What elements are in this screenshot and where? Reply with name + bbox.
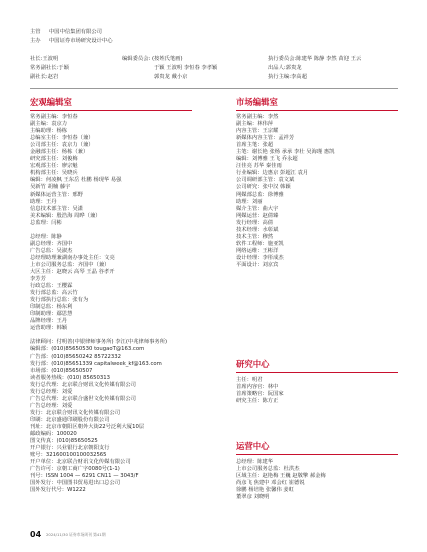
ops-staff-list [236,459,326,501]
masthead-divider [30,88,398,89]
staff-line: 副主编：林伟萍 [236,121,274,128]
staff-line: 上市公司服务总监：齐国中（兼） [30,261,110,268]
staff-line: 研究主任：陈方正 [236,398,279,405]
staff-line: 新媒体内容主管：孟祥芳 [236,135,295,142]
staff-line: 助理：王丹 [30,198,57,205]
exec-president: 执行主编:李高超 [268,74,307,80]
staff-line: 国外发行：中国图书贸易进出口总公司 [30,480,121,487]
staff-line: 法律顾问：付明善(中银律师事务所) 李江(中兆律师事务所) [30,339,168,346]
staff-line: 行政总监：王樱霖 [30,283,73,290]
staff-line: 总经理：陈建华 [236,459,274,465]
staff-line: 总经理助理兼湖南办事处主任：文亮 [30,254,115,261]
staff-line: 主任：明君 [236,377,263,383]
staff-line: 公司调研部主管：袁文斌 [236,177,295,184]
staff-line: 总监理：闫彬 [30,219,62,226]
staff-line: 宏观部主任：廖宗魁 [30,163,78,170]
staff-line: 上市公司服务总监：杜洪杰 [236,466,300,473]
staff-line: 美术编辑：殷浩海 周晔（兼） [30,212,101,219]
staff-line: 总编室主任：李恒春（兼） [30,135,94,142]
staff-line: 发行部：(010)85651339 capitalweek_kf@163.com [30,360,162,367]
staff-line: 设计经理：李彤成杰 [236,254,284,261]
masthead-label-sponsor: 主办 [30,38,41,44]
staff-line: 印制助理：鄢思慧 [30,311,73,318]
staff-line: 董翠彦 刘晓明 [236,494,270,501]
staff-line: 网络运维：王彬洋 [236,247,279,254]
macro-section-rule [30,110,192,111]
staff-line: 李芳芳 [30,276,46,283]
staff-line: 印制总监：杨东利 [30,304,73,311]
staff-line: 广告总经理：刘爱 [30,402,73,409]
exec-committee: 执行委员会:陈建华 陈静 李然 苗迎 王云 [268,56,362,62]
staff-line: 大区主任：赵晓云 高琴 王晶 谷孝开 [30,268,115,275]
staff-line: 发行经理：高倩 [236,219,274,226]
staff-line: 常务副主编：李然 [236,114,279,120]
macro-section-title: 宏观编辑室 [30,97,72,107]
staff-line: 品牌经理：王丹 [30,318,68,325]
research-section-title: 研究中心 [236,359,270,369]
staff-line: 媒介主管：曲大宇 [236,205,279,212]
editorial-committee-row1: 于颖 王波明 李恒春 李孝颖 [154,65,218,71]
editorial-committee-label: 编辑委员会: (按姓氏笔画) [122,56,183,62]
staff-line: 开户单位：北京联合财讯文化传媒有限公司 [30,459,131,466]
staff-line: 主笔：谢长艳 张杨 承承 李壮 吴海瑾 惠凯 [236,149,335,156]
staff-line: 首席主笔：张超 [236,142,274,149]
staff-line: 吴新竹 胡楠 藤宇 [30,184,71,191]
market-section-rule [236,110,398,111]
footer-issue-info: 2024/11/30 证券市场周刊 第41期 [46,532,106,537]
masthead-president: 社长:王波明 [30,56,59,62]
ops-section-rule [236,454,398,455]
market-staff-list [236,114,334,269]
staff-line: 读者服务热线：(010) 85650313 [30,374,110,381]
masthead-vice-exec: 常务副社长:于颖 [30,65,69,71]
staff-line: 公司研究：张中汉 韩颖 [236,184,291,191]
staff-line: 发行总代理：北京联合财讯文化传媒有限公司 [30,381,136,388]
spacer [30,227,167,234]
staff-line: 研究部主任：刘俊梅 [30,156,78,163]
staff-line: 印刷：北京盛通印刷股份有限公司 [30,416,110,423]
publisher: 出品人:郭贵龙 [268,65,302,71]
market-section-title: 市场编辑室 [236,97,278,107]
staff-line: 主编助理：杨栋 [30,128,68,135]
staff-line: 发行部总监：高云竹 [30,290,78,297]
staff-line: 开户银行：兴业银行北京朝阳支行 [30,445,110,452]
research-staff-list [236,377,284,405]
staff-line: 账号：321600100100032565 [30,452,107,459]
editorial-committee-row2: 郭贵龙 戴小京 [154,74,188,80]
staff-line: 行业编辑：边惠京 彭超江 袁月 [236,170,309,177]
staff-line: 刊址：北京市朝阳区朝外大街22号泛利大厦10层 [30,423,145,430]
staff-line: 公司部主任：袁京力（兼） [30,142,94,149]
staff-line: 技术主管：穆然 [236,233,274,240]
staff-line: 首席策略官：阮国家 [236,391,284,398]
staff-line: 技术经理：水彰斌 [236,226,279,233]
staff-line: 尚彦飞 焦建中 邓会红 崔德锐 [236,480,305,487]
staff-line: 内容主管：王宗耀 [236,128,279,135]
staff-line: 刊号：ISSN 1004 — 6291 CN11 — 3043/F [30,473,139,480]
staff-line: 网媒部总监：徐博雅 [236,191,284,198]
staff-line: 编辑部：(010)85650530 tougaoT@163.com [30,346,145,353]
staff-line: 助理：刘丽 [236,198,263,205]
staff-line: 邮政编码：100020 [30,431,77,438]
research-section-rule [236,372,398,373]
staff-line: 机构部主任：吴晓兵 [30,170,78,177]
staff-line: 软件工程师：施亚凯 [236,240,284,247]
masthead-supervisor: 中国中信集团有限公司 [49,29,102,35]
masthead-vice: 副社长:赵岩 [30,74,59,80]
staff-line: 广告许可：京朝工商广字0080号(1-1) [30,466,120,473]
staff-line: 发行：北京联合财讯文化传媒有限公司 [30,409,121,416]
staff-line: 首席内容官：林中 [236,384,279,391]
macro-staff-list [30,114,167,494]
staff-line: 平面设计：刘京宾 [236,261,279,268]
staff-line: 广告部：(010)85650242 85722332 [30,353,122,360]
staff-line: 徐鹏 杨培艳 张馨伟 姜虹 [236,487,295,494]
staff-line: 常务副主编：李恒春 [30,114,78,120]
staff-line: 编辑：何凌枫 王东岳 杜鹏 杨现华 易强 [30,177,122,184]
staff-line: 汪佳亮 苏华 秦佳雨 [236,163,282,170]
staff-line: 副总经理：齐国中 [30,240,73,247]
staff-line: 运营助理：韩颖 [30,325,68,332]
staff-line: 编辑：刘博雅 王飞 乔永超 [236,156,298,163]
staff-line: 广告总监：吴淑杰 [30,247,73,254]
staff-line: 金融部主任：杨栋（兼） [30,149,89,156]
staff-line: 信息技术部主管：吴潇 [30,205,83,212]
staff-line: 发行总经理：刘爱 [30,388,73,395]
staff-line: 国外发行代号：W1222 [30,487,86,494]
masthead-label-supervisor: 主管 [30,29,41,35]
staff-line: 广告总代理：北京联合盛世文化传媒有限公司 [30,395,136,402]
staff-line: 副主编：袁京力 [30,121,68,128]
ops-section-title: 运营中心 [236,441,270,451]
staff-line: 新媒体运营主管：邢野 [30,191,83,198]
staff-line: 区域主任：赵艳梅 王巍 赵敬擎 郝金梅 [236,473,326,480]
masthead-sponsor: 中国证券市场研究设计中心 [49,38,113,44]
staff-line: 网媒运营：赵倩臻 [236,212,279,219]
staff-line: 总经理：陈静 [30,233,62,240]
staff-line: 发行部执行总监：张有为 [30,297,89,304]
staff-line: 市场部：(010)85650507 [30,367,93,374]
page-number: 04 [30,530,42,539]
staff-line: 图文传真：(010)85650525 [30,438,98,445]
